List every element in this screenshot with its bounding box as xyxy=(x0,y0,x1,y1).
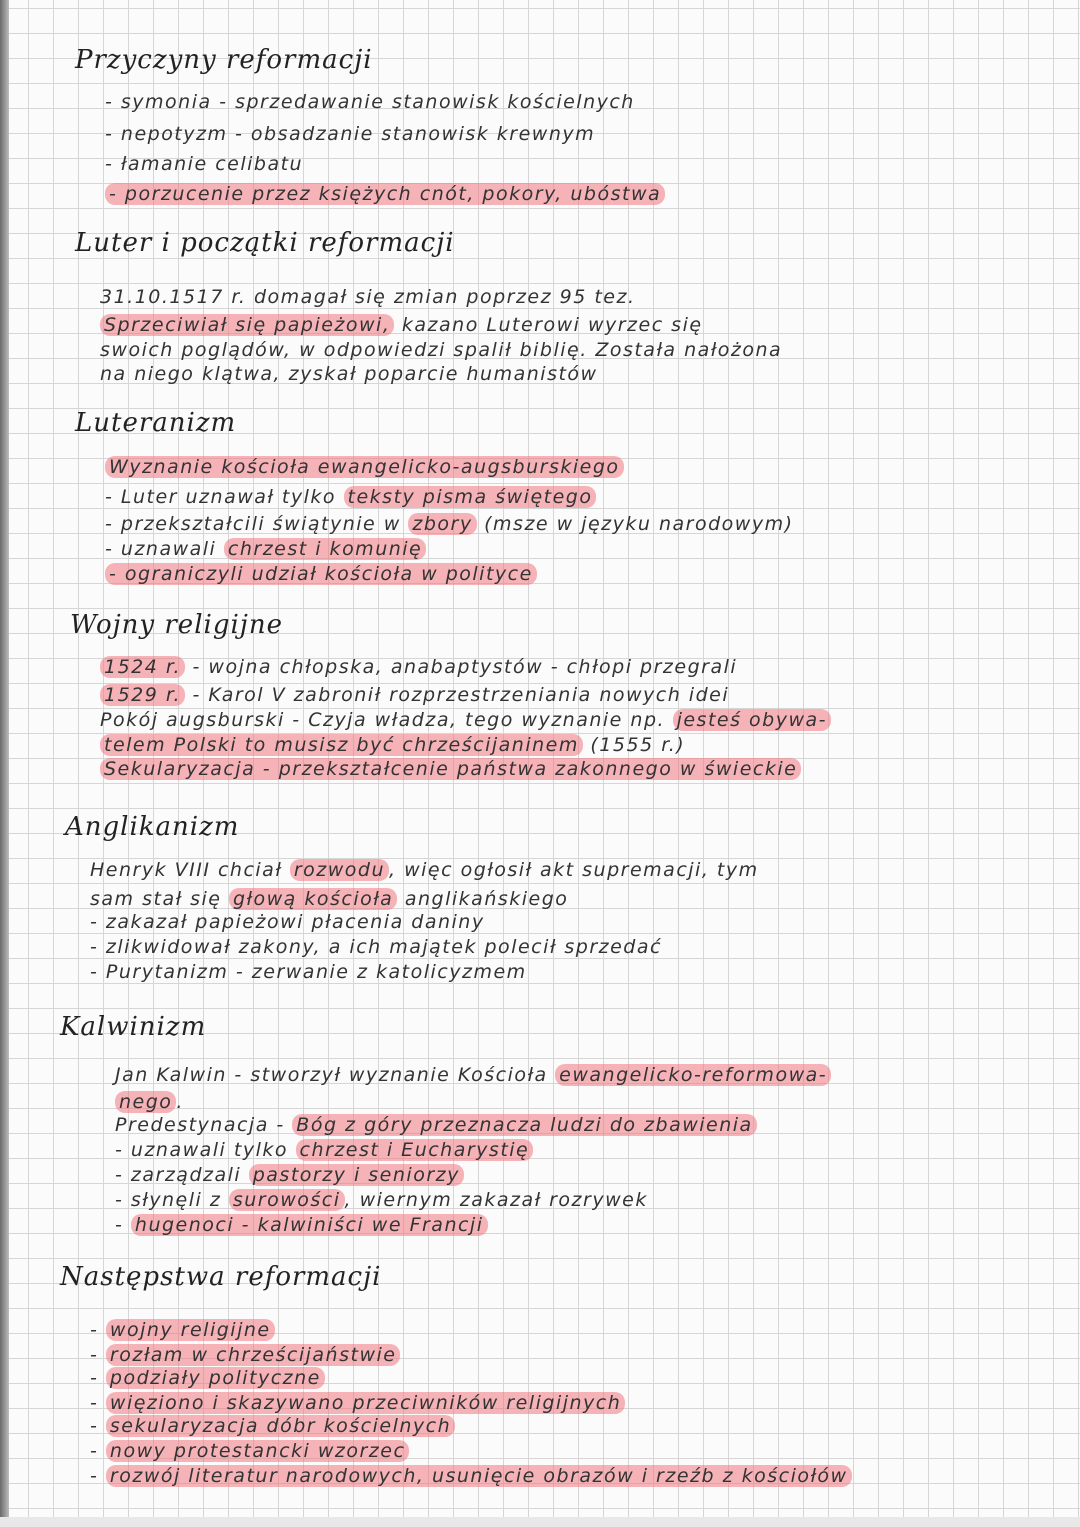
section-heading: Anglikanizm xyxy=(65,812,240,842)
note-text: - zlikwidował zakony, a ich majątek polecił sprzedać xyxy=(90,936,662,958)
note-text: - xyxy=(115,1214,131,1236)
highlighted-text: jesteś obywa- xyxy=(673,709,831,731)
note-line xyxy=(100,362,598,386)
highlighted-text: więziono i skazywano przeciwników religijnych xyxy=(106,1392,625,1414)
note-line xyxy=(100,313,703,337)
note-line xyxy=(105,512,794,536)
note-line xyxy=(90,935,662,959)
note-text: - zakazał papieżowi płacenia daniny xyxy=(90,911,485,933)
note-line xyxy=(100,285,636,309)
note-text: - xyxy=(90,1415,106,1437)
note-text: 31.10.1517 r. domagał się zmian poprzez 95 tez. xyxy=(100,286,636,308)
highlighted-text: głową kościoła xyxy=(229,888,397,910)
note-text: - xyxy=(90,1344,106,1366)
highlighted-text: 1529 r. xyxy=(100,684,185,706)
highlighted-text: chrzest i Eucharystię xyxy=(296,1139,534,1161)
note-text: na niego klątwa, zyskał poparcie humanistów xyxy=(100,363,598,385)
highlighted-text: Sprzeciwiał się papieżowi, xyxy=(100,314,394,336)
note-text: - przekształcili świątynie w xyxy=(105,513,409,535)
note-line xyxy=(100,757,801,781)
highlighted-text: telem Polski to musisz być chrześcijaninem xyxy=(100,734,583,756)
note-line xyxy=(100,655,737,679)
note-line xyxy=(90,1414,455,1438)
section-heading: Przyczyny reformacji xyxy=(75,45,373,75)
note-text: Henryk VIII chciał xyxy=(90,859,290,881)
note-text: - xyxy=(90,1367,106,1389)
highlighted-text: chrzest i komunię xyxy=(224,538,426,560)
highlighted-text: ewangelicko-reformowa- xyxy=(555,1064,831,1086)
note-text: - wojna chłopska, anabaptystów - chłopi przegrali xyxy=(185,656,738,678)
highlighted-text: rozwój literatur narodowych, usunięcie obrazów i rzeźb z kościołów xyxy=(106,1465,852,1487)
note-line xyxy=(105,182,665,206)
note-text: - Luter uznawał tylko xyxy=(105,486,344,508)
note-text: - łamanie celibatu xyxy=(105,153,304,175)
section-heading: Luteranizm xyxy=(75,408,237,438)
section-heading: Kalwinizm xyxy=(60,1012,207,1042)
note-line xyxy=(90,960,527,984)
note-text: - zarządzali xyxy=(115,1164,249,1186)
note-line xyxy=(90,1391,625,1415)
note-text: - uznawali xyxy=(105,538,224,560)
note-line xyxy=(100,683,729,707)
note-text: - nepotyzm - obsadzanie stanowisk krewnym xyxy=(105,123,596,145)
note-text: - xyxy=(90,1392,106,1414)
highlighted-text: pastorzy i seniorzy xyxy=(249,1164,464,1186)
note-line xyxy=(90,858,759,882)
note-line xyxy=(105,562,537,586)
note-text: Jan Kalwin - stworzył wyznanie Kościoła xyxy=(115,1064,556,1086)
note-line xyxy=(100,338,782,362)
highlighted-text: surowości xyxy=(229,1189,345,1211)
note-line xyxy=(115,1163,464,1187)
note-text: (1555 r.) xyxy=(582,734,686,756)
note-text: swoich poglądów, w odpowiedzi spalił biblię. Została nałożona xyxy=(100,339,783,361)
highlighted-text: nowy protestancki wzorzec xyxy=(106,1440,409,1462)
highlighted-text: nego xyxy=(115,1091,176,1113)
note-text: - uznawali tylko xyxy=(115,1139,296,1161)
page-binding-edge xyxy=(0,0,9,1527)
note-text: sam stał się xyxy=(90,888,229,910)
note-text: - xyxy=(90,1440,106,1462)
note-text: - xyxy=(90,1319,106,1341)
note-line xyxy=(105,90,635,114)
highlighted-text: - porzucenie przez księżych cnót, pokory, ubóstwa xyxy=(105,183,665,205)
section-heading: Luter i początki reformacji xyxy=(75,228,455,258)
highlighted-text: teksty pisma świętego xyxy=(344,486,597,508)
section-heading: Wojny religijne xyxy=(70,610,283,640)
note-text: , więc ogłosił akt supremacji, tym xyxy=(389,859,759,881)
highlighted-text: rozwodu xyxy=(290,859,389,881)
note-line xyxy=(105,122,595,146)
highlighted-text: rozłam w chrześcijaństwie xyxy=(106,1344,401,1366)
note-text: (msze w języku narodowym) xyxy=(476,513,794,535)
note-line xyxy=(90,910,485,934)
note-line xyxy=(105,485,596,509)
highlighted-text: sekularyzacja dóbr kościelnych xyxy=(106,1415,455,1437)
note-text: - xyxy=(90,1465,106,1487)
note-line xyxy=(115,1188,648,1212)
note-line xyxy=(90,1366,325,1390)
note-line xyxy=(115,1063,831,1087)
highlighted-text: zbory xyxy=(408,513,476,535)
note-text: Predestynacja - xyxy=(115,1114,293,1136)
note-text: - słynęli z xyxy=(115,1189,229,1211)
highlighted-text: - ograniczyli udział kościoła w polityce xyxy=(105,563,537,585)
note-text: - Karol V zabronił rozprzestrzeniania nowych idei xyxy=(185,684,730,706)
note-text: anglikańskiego xyxy=(397,888,569,910)
page-bottom-edge xyxy=(0,1517,1080,1527)
note-text: - symonia - sprzedawanie stanowisk kościelnych xyxy=(105,91,635,113)
note-text: kazano Luterowi wyrzec się xyxy=(394,314,703,336)
note-text: Pokój augsburski - Czyja władza, tego wyznanie np. xyxy=(100,709,673,731)
note-text: - Purytanizm - zerwanie z katolicyzmem xyxy=(90,961,527,983)
note-line xyxy=(100,708,831,732)
note-line xyxy=(115,1090,184,1114)
note-line xyxy=(105,455,624,479)
note-line xyxy=(90,1318,275,1342)
highlighted-text: wojny religijne xyxy=(106,1319,275,1341)
note-line xyxy=(90,887,568,911)
note-line xyxy=(90,1464,852,1488)
note-line xyxy=(115,1213,488,1237)
note-text: . xyxy=(176,1091,184,1113)
note-line xyxy=(105,152,303,176)
highlighted-text: podziały polityczne xyxy=(106,1367,325,1389)
highlighted-text: Bóg z góry przeznacza ludzi do zbawienia xyxy=(292,1114,756,1136)
note-line xyxy=(90,1439,409,1463)
note-line xyxy=(90,1343,400,1367)
note-line xyxy=(115,1138,533,1162)
highlighted-text: hugenoci - kalwiniści we Francji xyxy=(131,1214,488,1236)
highlighted-text: Sekularyzacja - przekształcenie państwa zakonnego w świeckie xyxy=(100,758,801,780)
note-line xyxy=(115,1113,757,1137)
note-line xyxy=(105,537,426,561)
highlighted-text: Wyznanie kościoła ewangelicko-augsburskiego xyxy=(105,456,624,478)
note-text: , wiernym zakazał rozrywek xyxy=(344,1189,648,1211)
note-line xyxy=(100,733,685,757)
section-heading: Następstwa reformacji xyxy=(60,1262,382,1292)
highlighted-text: 1524 r. xyxy=(100,656,185,678)
